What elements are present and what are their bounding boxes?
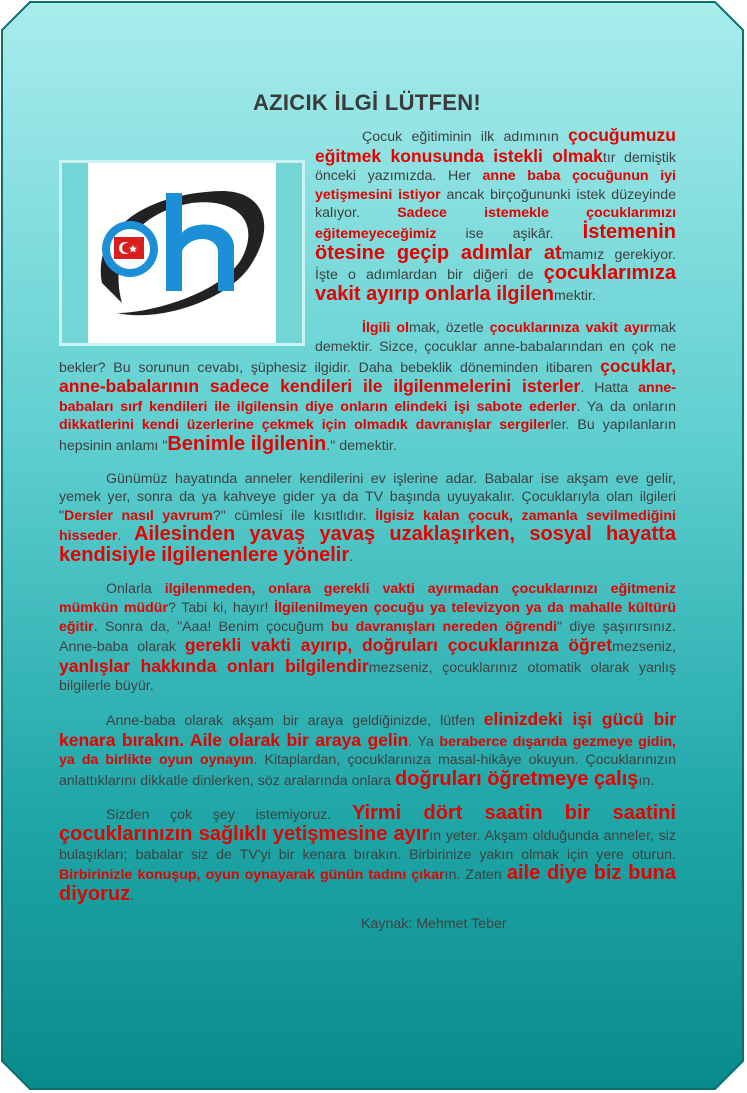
emphasis-text: doğruları öğretmeye çalış [394, 767, 639, 790]
body-text: ın. Zaten [444, 867, 507, 884]
body-text: Sizden çok şey istemiyoruz. [106, 807, 352, 824]
article-body [59, 126, 676, 948]
paragraph [59, 710, 676, 790]
body-text: mektir. [553, 287, 596, 304]
emphasis-text: İlgisiz kalan çocuk, zamanla sevilmediğini hisseder [59, 507, 676, 545]
emphasis-text: anne-babaları sırf kendileri ile ilgilensin diye onların elindeki işi sabote ederler [59, 380, 676, 415]
emphasis-text: anne baba çocuğunun iyi yetişmesini istiyor [315, 168, 676, 203]
emphasis-text: çocuklarımıza vakit ayırıp onlarla ilgilen [315, 262, 676, 305]
body-text: ." demektir. [326, 437, 397, 454]
source-credit: Kaynak: Mehmet Teber [361, 916, 507, 933]
body-text: Çocuk eğitiminin ilk adımının [362, 129, 569, 145]
body-text: . [349, 548, 354, 565]
emphasis-text: İlgili ol [362, 320, 410, 337]
body-text: . [117, 528, 135, 545]
body-text: . Kitaplardan, çocuklarınıza masal-hikâye okuyun. Çocuklarınızın anlattıklarını dikkatle dinlerken, söz aralarında onlara [59, 752, 676, 789]
emphasis-text: aile diye biz buna diyoruz [59, 862, 676, 905]
emphasis-text: elinizdeki işi gücü bir kenara bırakın. Aile olarak bir araya gelin [59, 709, 676, 750]
body-text: ın yeter. Akşam olduğunda anneler, siz bulaşıkları; babalar siz de TV'yi bir kenara bırakın. Birbirinize yakın olmak için yere oturun. [59, 828, 676, 863]
emphasis-text: İstemenin ötesine geçip adımlar at [315, 220, 676, 264]
emphasis-text: Sadece istemekle çocuklarımızı eğitemeyeceğimiz [315, 205, 677, 242]
emphasis-text: beraberce dışarıda gezmeye gidin, ya da birlikte oyun oynayın [59, 733, 677, 769]
emphasis-text: Yirmi dört saatin bir saatini çocuklarınızın sağlıklı yetişmesine ayır [59, 802, 676, 845]
body-text: . Sonra da, "Aaa! Benim çocuğum [93, 618, 331, 635]
emphasis-text: Birbirinizle konuşup, oyun oynayarak günün tadını çıkar [59, 867, 445, 884]
page-title: AZICIK İLGİ LÜTFEN! [252, 90, 482, 115]
emphasis-text: ilgilenmeden, onlara gerekli vakti ayırmadan çocuklarınızı eğitmeniz mümkün müdür [59, 581, 676, 617]
body-text: ? Tabi ki, hayır! [167, 600, 275, 617]
body-text: . Ya da onların [576, 398, 676, 415]
body-text: ?" cümlesi ile kısıtlıdır. [212, 507, 376, 524]
paragraph [59, 580, 676, 696]
body-text: . Hatta [580, 380, 639, 397]
emphasis-text: Ailesinden yavaş yavaş uzaklaşırken, sosyal hayatta kendisiyle ilgilenenlere yönelir [59, 523, 676, 566]
body-text: " diye şaşırırsınız. Anne-baba olarak [59, 618, 676, 656]
emphasis-text: İlgilenilmeyen çocuğu ya televizyon ya da mahalle kültürü eğitir [59, 600, 676, 635]
emphasis-text: çocuklarınıza vakit ayır [489, 320, 650, 337]
emphasis-text: dikkatlerini kendi üzerlerine çekmek için olmadık davranışlar sergiler [59, 417, 551, 434]
body-text: mamız gerekiyor. İşte o adımlardan bir diğeri de [315, 246, 676, 284]
body-text: Günümüz hayatında anneler kendilerini ev işlerine adar. Babalar ise akşam eve gelir, yemek yer, sonra da ya kahveye gider ya da TV başında uyuyakalır. Çocuklarıyla olan ilgileri " [59, 470, 676, 524]
body-text: ise aşikâr. [436, 225, 583, 242]
body-text: Anne-baba olarak akşam bir araya geldiğinizde, lütfen [106, 713, 484, 730]
logo-image [59, 160, 305, 346]
body-text: . [130, 887, 135, 904]
emphasis-text: çocuklar, anne-babalarının sadece kendileri ile ilgilenmelerini isterler [59, 355, 676, 397]
emphasis-text: çocuğumuzu eğitmek konusunda istekli olmak [315, 125, 676, 166]
oh-logo-icon [62, 163, 302, 343]
emphasis-text: gerekli vakti ayırıp, doğruları çocuklarınıza öğret [184, 635, 613, 656]
body-text: mezseniz, [612, 639, 676, 656]
body-text: mak demektir. Sizce, çocuklar anne-babalarından en çok ne bekler? Bu sorunun cevabı, şüphesiz ilgidir. Daha bebeklik döneminden itibaren [59, 320, 676, 376]
body-text: mak, özetle [409, 320, 490, 337]
emphasis-text: Benimle ilgilenin [167, 432, 327, 455]
body-text: tır demiştik önceki yazımızda. Her [315, 149, 676, 185]
paragraph [59, 804, 676, 905]
body-text: ler. Bu yapılanların hepsinin anlamı " [59, 417, 676, 454]
emphasis-text: Dersler nasıl yavrum [64, 507, 213, 524]
body-text: mezseniz, çocuklarınız otomatik olarak yanlış bilgilerle büyür. [59, 659, 676, 695]
body-text: . Ya [408, 733, 440, 750]
emphasis-text: bu davranışları nereden öğrendi [330, 618, 558, 635]
emphasis-text: yanlışlar hakkında onları bilgilendir [59, 655, 369, 676]
body-text: ın. [638, 772, 655, 789]
paragraph [59, 470, 676, 567]
body-text: ancak birçoğununki istek düzeyinde kalıyor. [315, 186, 676, 222]
body-text: Onlarla [106, 581, 165, 598]
